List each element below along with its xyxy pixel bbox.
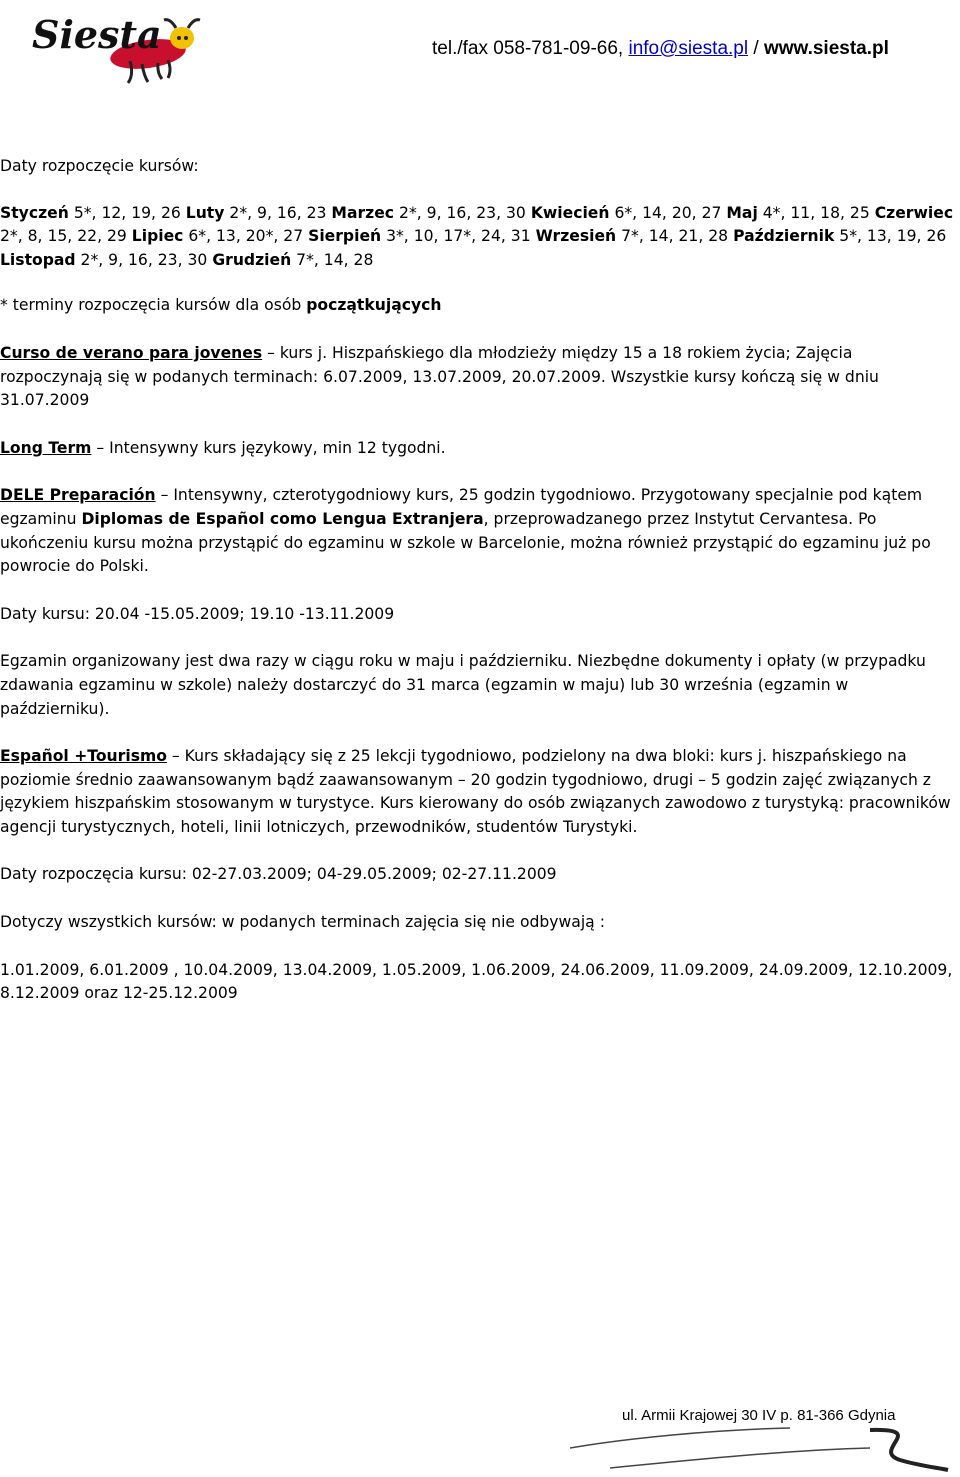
- turismo-paragraph: [0, 745, 955, 839]
- month-dates: 2*, 8, 15, 22, 29: [0, 227, 132, 246]
- month-dates: 2*, 9, 16, 23: [224, 203, 332, 222]
- month-name: Wrzesień: [535, 227, 617, 246]
- website-link[interactable]: www.siesta.pl: [763, 38, 889, 59]
- footer-address: ul. Armii Krajowej 30 IV p. 81-366 Gdynia: [622, 1407, 896, 1424]
- turismo-text: Kurs składający się z 25 lekcji tygodniowo, podzielony na dwa bloki: kurs j. hiszpańskiego na poziomie średnio zaawansowanym bądź zaawansowanym – 20 godzin tygodniowo, drugi – 5 godzin zajęć związanych z językiem hiszpańskim stosowanym w turystyce. Kurs kierowany do osób związanych zawodowo z turystyką: pracowników agencji turystycznych, hoteli, linii lotniczych, przewodników, studentów Turystyki.: [0, 747, 951, 836]
- dele-diploma-name: Diplomas de Español como Lengua Extranjera: [81, 509, 484, 528]
- month-name: Luty: [185, 203, 225, 222]
- month-dates: 2*, 9, 16, 23, 30: [75, 250, 213, 269]
- verano-dash: – kurs j.: [262, 343, 332, 362]
- contact-prefix: tel./fax 058-781-09-66,: [432, 38, 629, 59]
- month-dates: 7*, 14, 28: [291, 250, 374, 269]
- month-dates: 6*, 13, 20*, 27: [183, 227, 309, 246]
- dele-dates: Daty kursu: 20.04 -15.05.2009; 19.10 -13.11.2009: [0, 604, 395, 623]
- email-link[interactable]: info@siesta.pl: [628, 38, 749, 59]
- verano-title: Curso de verano para jovenes: [0, 343, 263, 362]
- dele-text-1: – Intensywny, czterotygodniowy kurs, 25 godzin tygodniowo. Przygotowany specjalnie pod kątem egzaminu: [0, 486, 923, 528]
- svg-text:Siesta: Siesta: [32, 12, 162, 57]
- contact-separator: /: [748, 38, 764, 59]
- month-name: Sierpień: [308, 227, 382, 246]
- month-name: Lipiec: [131, 227, 184, 246]
- month-name: Styczeń: [0, 203, 69, 222]
- month-name: Czerwiec: [874, 203, 954, 222]
- long-term-title: Long Term: [0, 438, 92, 457]
- holidays-list: 1.01.2009, 6.01.2009 , 10.04.2009, 13.04.2009, 1.05.2009, 1.06.2009, 24.06.2009, 11.09.2009, 24.09.2009, 12.10.2009, 8.12.2009 oraz 12-25.12.2009: [0, 960, 953, 1003]
- dele-title: DELE Preparación: [0, 486, 156, 505]
- holidays-heading: Dotyczy wszystkich kursów: w podanych terminach zajęcia się nie odbywają :: [0, 913, 605, 932]
- turismo-title: Español +Tourismo: [0, 747, 167, 766]
- siesta-logo: [30, 6, 210, 88]
- month-name: Kwiecień: [530, 203, 610, 222]
- verano-text: Hiszpańskiego dla młodzieży między 15 a 18 rokiem życia; Zajęcia rozpoczynają się w podanych terminach: 6.07.2009, 13.07.2009, 20.07.2009. Wszystkie kursy kończą się w dniu 31.07.2009: [0, 343, 879, 410]
- month-dates-paragraph: [0, 202, 955, 273]
- month-dates: 2*, 9, 16, 23, 30: [394, 203, 531, 222]
- month-name: Październik: [733, 227, 835, 246]
- long-term-text: – Intensywny kurs językowy, min 12 tygodni.: [91, 438, 446, 457]
- month-dates: 3*, 10, 17*, 24, 31: [381, 227, 536, 246]
- turismo-dash: –: [166, 747, 185, 766]
- signature-swoosh: [570, 1420, 950, 1475]
- month-dates: 7*, 14, 21, 28: [616, 227, 734, 246]
- month-name: Maj: [726, 203, 758, 222]
- month-name: Marzec: [331, 203, 395, 222]
- month-name: Grudzień: [212, 250, 292, 269]
- beginners-note: [0, 294, 955, 318]
- month-dates: 5*, 12, 19, 26: [68, 203, 186, 222]
- turismo-dates: Daty rozpoczęcia kursu: 02-27.03.2009; 04-29.05.2009; 02-27.11.2009: [0, 865, 557, 884]
- month-dates: 6*, 14, 20, 27: [609, 203, 727, 222]
- dele-paragraph: [0, 484, 955, 578]
- verano-paragraph: [0, 342, 955, 413]
- month-name: Listopad: [0, 250, 76, 269]
- month-dates: 4*, 11, 18, 25: [757, 203, 875, 222]
- start-dates-heading: Daty rozpoczęcie kursów:: [0, 157, 199, 175]
- exam-info: Egzamin organizowany jest dwa razy w ciągu roku w maju i październiku. Niezbędne dokumenty i opłaty (w przypadku zdawania egzaminu w szkole) należy dostarczyć do 31 marca (egzamin w maju) lub 30 września (egzamin w październiku).: [0, 652, 926, 718]
- long-term-paragraph: [0, 437, 955, 461]
- beginners-note-text: * terminy rozpoczęcia kursów dla osób: [0, 296, 307, 315]
- month-dates: 5*, 13, 19, 26: [834, 227, 947, 246]
- beginners-note-bold: początkujących: [306, 296, 442, 315]
- dele-text-2: , przeprowadzanego przez Instytut Cervantesa. Po ukończeniu kursu można przystąpić do egzaminu w szkole w Barcelonie, można również przystąpić do egzaminu już po powrocie do Polski.: [0, 509, 931, 576]
- document-body: [0, 155, 955, 1030]
- contact-line: [432, 38, 952, 60]
